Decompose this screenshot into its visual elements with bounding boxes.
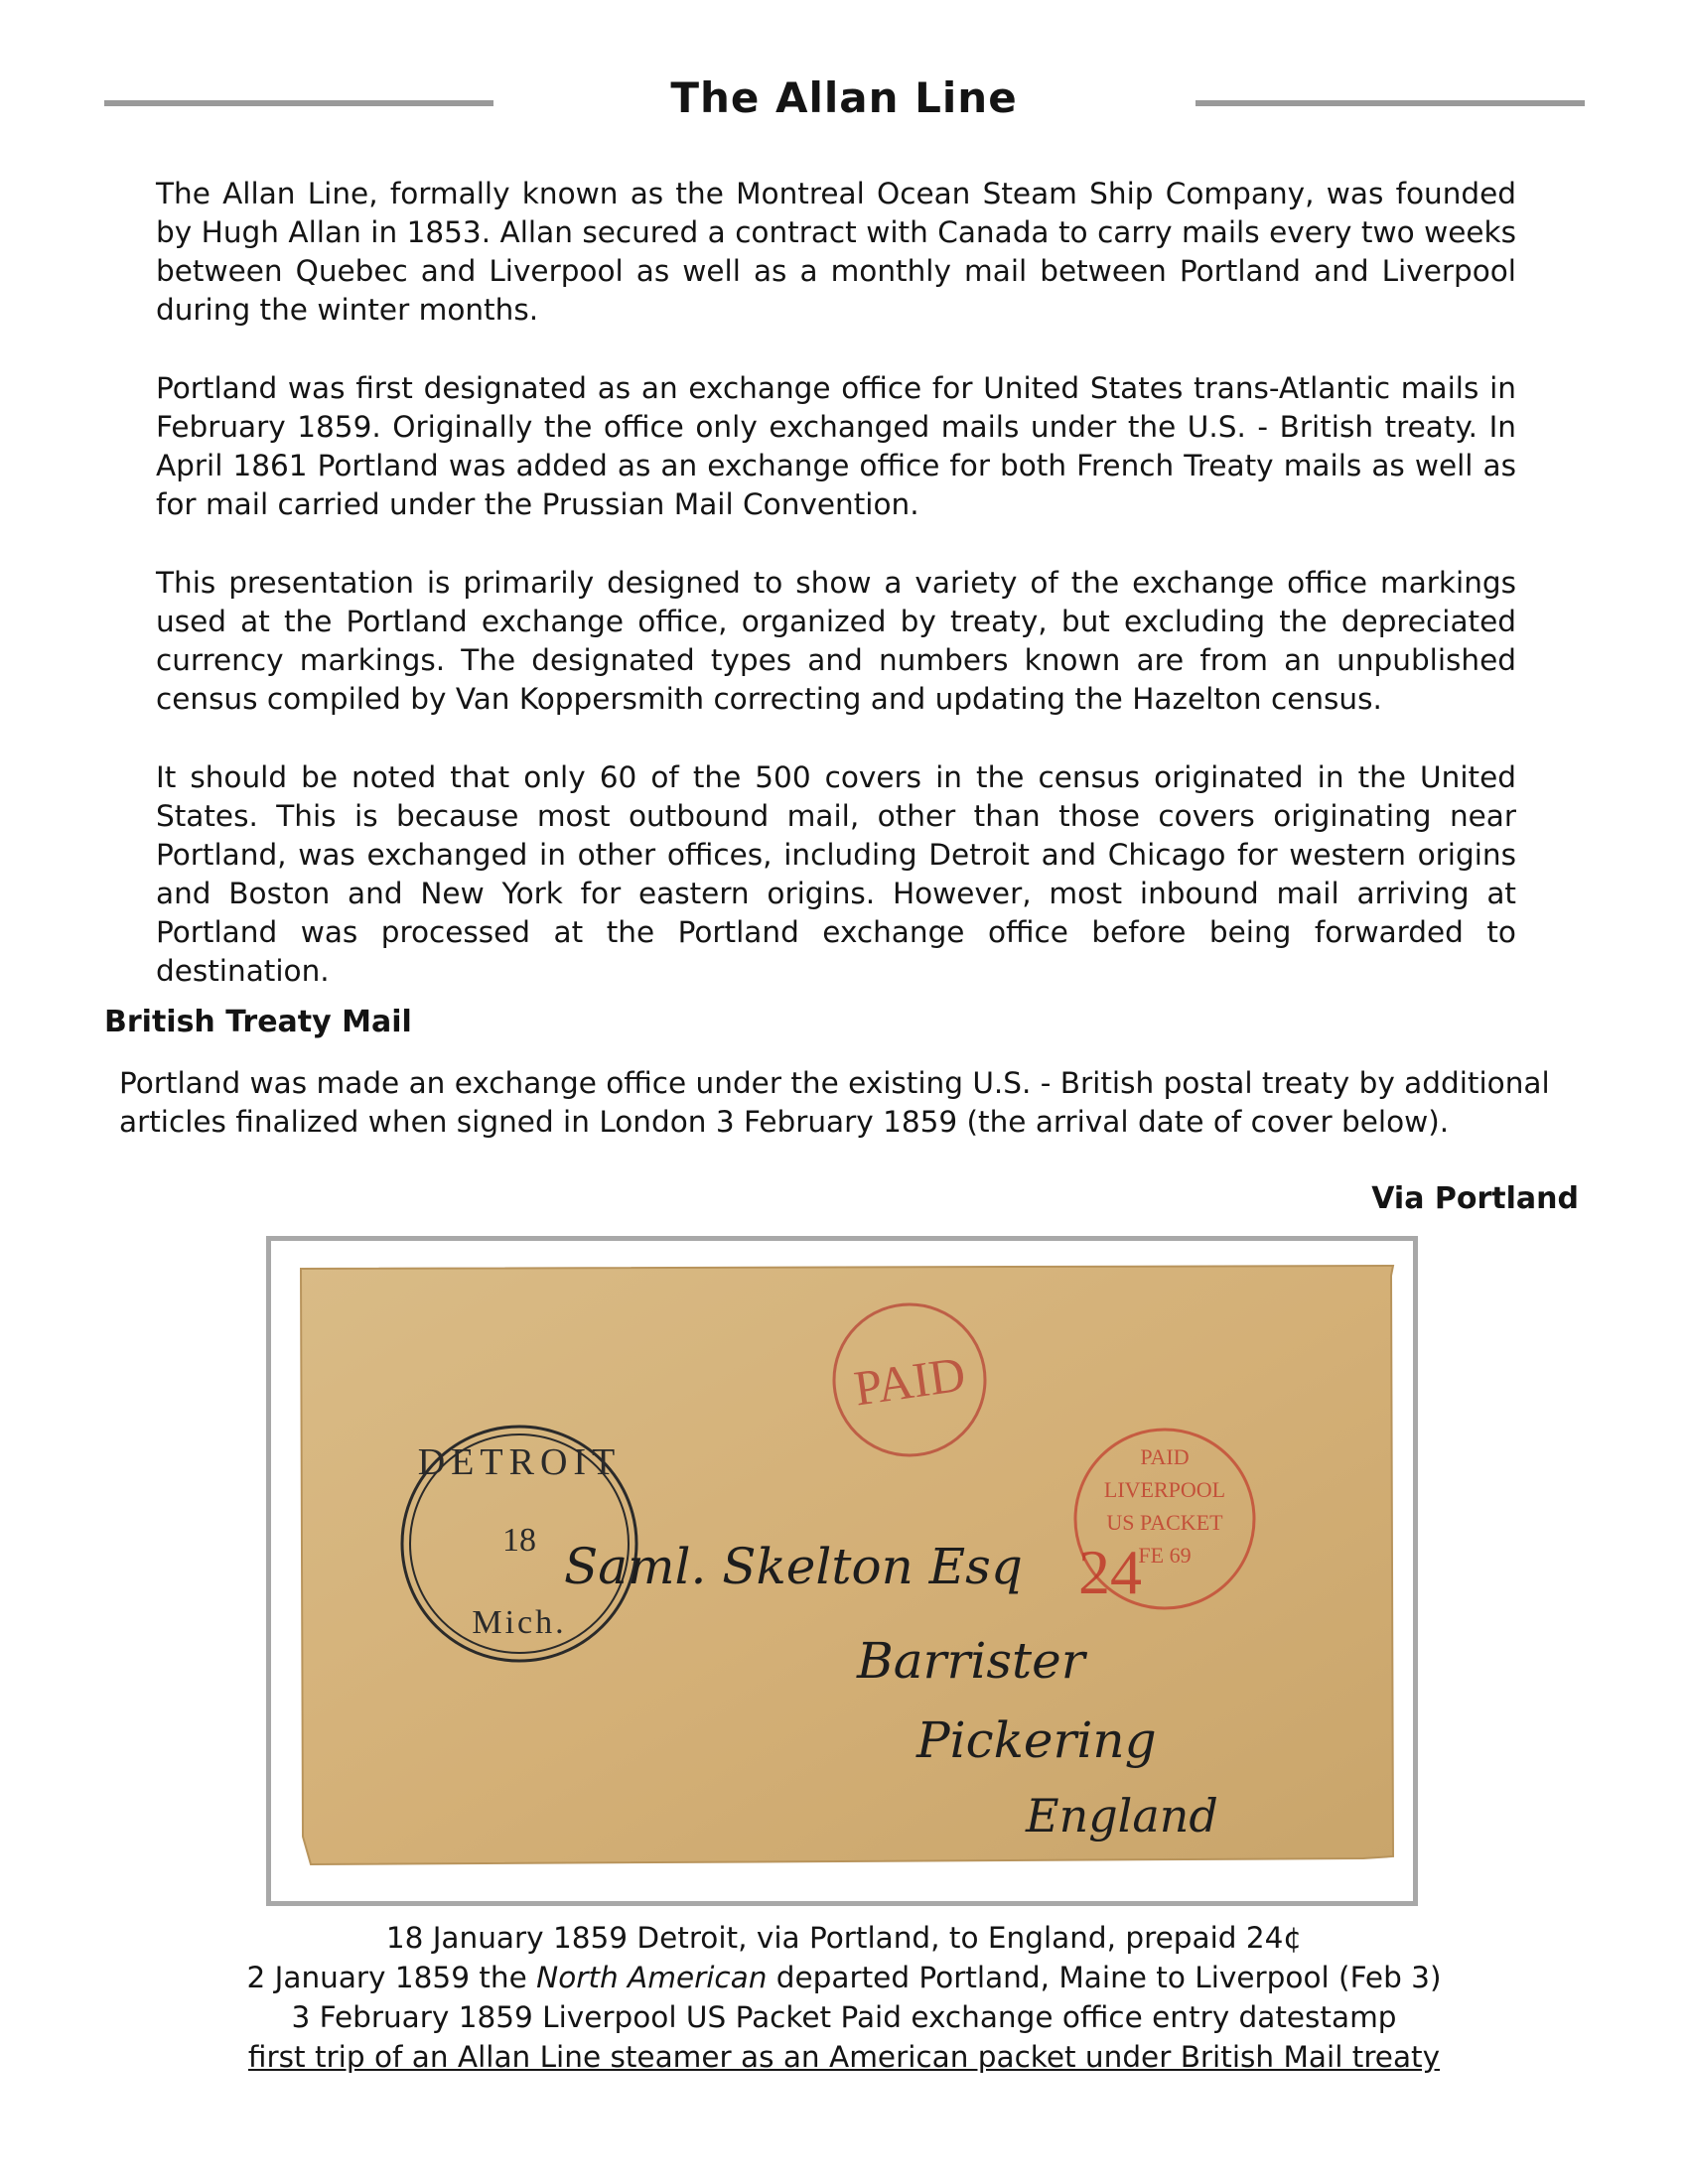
rate-mark: 24 bbox=[1078, 1537, 1142, 1607]
section-paragraph: Portland was made an exchange office under the existing U.S. - British postal treaty by additional articles finalized when signed in London 3 February 1859 (the arrival date of cover below). bbox=[119, 1066, 1550, 1139]
caption-ship-name: North American bbox=[536, 1961, 768, 1994]
cover-image bbox=[271, 1241, 1413, 1901]
intro-paragraph-2: Portland was first designated as an exchange office for United States trans-Atlantic mails in February 1859. Originally the office only exchanged mails under the U.S. - British treaty. In April 1861 Portland was added as an exchange office for both French Treaty mails as well as for mail carried under the Prussian Mail Convention. bbox=[156, 371, 1516, 521]
liverpool-stamp-line-2: LIVERPOOL bbox=[1103, 1477, 1226, 1502]
paid-stamp-text: PAID bbox=[850, 1345, 969, 1417]
page-title: The Allan Line bbox=[670, 73, 1018, 122]
caption-line-2 bbox=[0, 1958, 1688, 1997]
address-line-4: England bbox=[1026, 1789, 1218, 1843]
caption-line-2-start: 2 January 1859 the bbox=[246, 1961, 537, 1994]
detroit-stamp-date: 18 bbox=[502, 1522, 536, 1559]
address-line-2: Barrister bbox=[857, 1632, 1085, 1690]
caption-line-1: 18 January 1859 Detroit, via Portland, to England, prepaid 24¢ bbox=[385, 1921, 1303, 1955]
cover-frame bbox=[266, 1236, 1418, 1906]
section-heading: British Treaty Mail bbox=[104, 1005, 412, 1039]
intro-paragraph-4: It should be noted that only 60 of the 500 covers in the census originated in the United States. This is because most outbound mail, other than those covers originating near Portland, was exchanged in other offices, including Detroit and Chicago for western origins and Boston and New York for eastern origins. However, most inbound mail arriving at Portland was processed at the Portland exchange office before being forwarded to destination. bbox=[156, 760, 1516, 988]
caption-line-4: first trip of an Allan Line steamer as an American packet under British Mail treaty bbox=[247, 2040, 1441, 2074]
liverpool-stamp-line-1: PAID bbox=[1140, 1444, 1190, 1469]
detroit-stamp-top: DETROIT bbox=[417, 1441, 622, 1483]
via-portland-label: Via Portland bbox=[1371, 1181, 1579, 1216]
intro-paragraph-1: The Allan Line, formally known as the Montreal Ocean Steam Ship Company, was founded by Hugh Allan in 1853. Allan secured a contract with Canada to carry mails every two weeks between Quebec and Liverpool as well as a monthly mail between Portland and Liverpool during the winter months. bbox=[156, 177, 1516, 327]
detroit-stamp-bottom: Mich. bbox=[472, 1604, 567, 1641]
caption-line-3: 3 February 1859 Liverpool US Packet Paid exchange office entry datestamp bbox=[291, 2000, 1397, 2034]
intro-paragraph-3: This presentation is primarily designed to show a variety of the exchange office markings used at the Portland exchange office, organized by treaty, but excluding the depreciated currency markings. The designated types and numbers known are from an unpublished census compiled by Van Koppersmith correcting and updating the Hazelton census. bbox=[156, 566, 1516, 716]
caption-line-2-end: departed Portland, Maine to Liverpool (Feb 3) bbox=[767, 1961, 1442, 1994]
address-line-3: Pickering bbox=[916, 1711, 1157, 1769]
liverpool-stamp-line-3: US PACKET bbox=[1106, 1510, 1223, 1535]
address-line-1: Saml. Skelton Esq bbox=[564, 1538, 1023, 1595]
liverpool-stamp-line-4: FE 69 bbox=[1138, 1543, 1192, 1568]
